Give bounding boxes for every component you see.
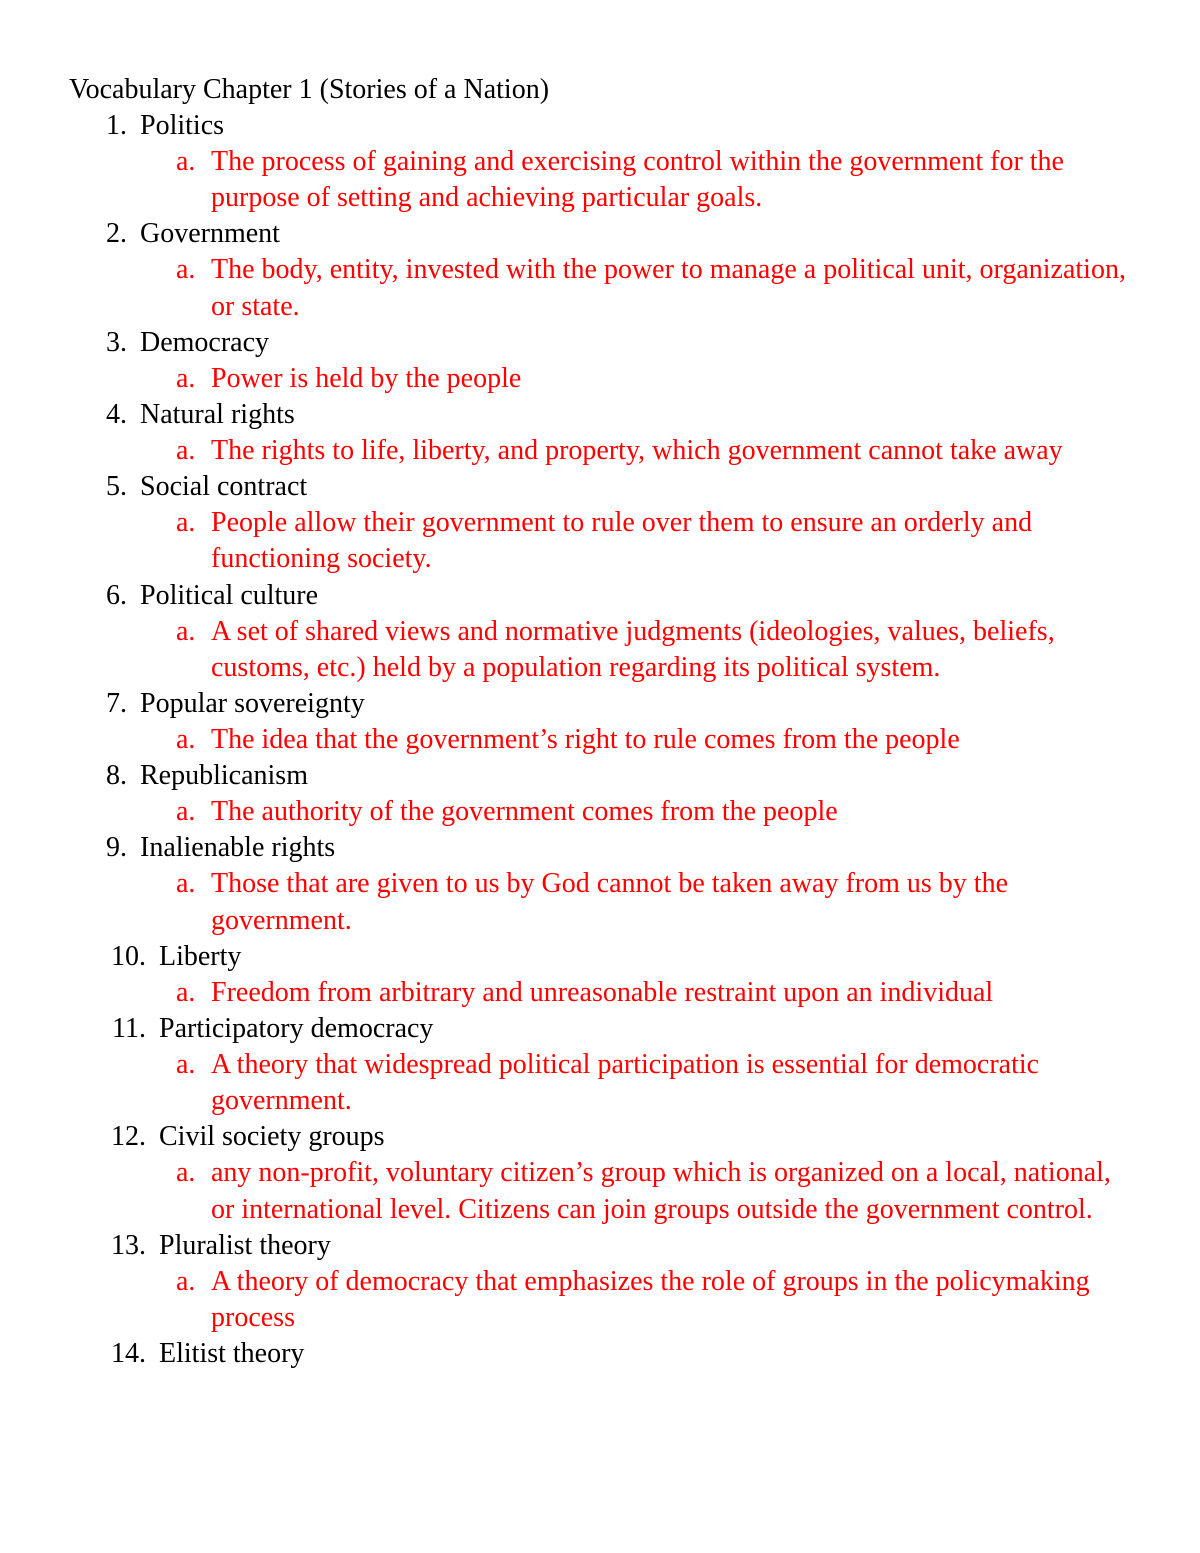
- term-number: 12.: [111, 1121, 146, 1153]
- definition-text: The authority of the government comes from the people: [211, 796, 838, 828]
- definition-marker: a.: [176, 615, 196, 647]
- definition-text: Power is held by the people: [211, 362, 522, 394]
- term-line: [0, 1119, 1200, 1155]
- term-label: Natural rights: [140, 399, 295, 431]
- term-number: 5.: [106, 471, 127, 503]
- definition-text: A theory of democracy that emphasizes the role of groups in the policymaking process: [211, 1265, 1090, 1334]
- vocabulary-item: [0, 1119, 1200, 1227]
- definition-marker: a.: [176, 435, 196, 467]
- definition-marker: a.: [176, 976, 196, 1008]
- term-label: Elitist theory: [159, 1338, 305, 1370]
- term-label: Social contract: [140, 471, 308, 503]
- definition-text: The idea that the government’s right to rule comes from the people: [211, 724, 960, 756]
- definition-text: A theory that widespread political participation is essential for democratic government.: [211, 1049, 1040, 1117]
- term-label: Liberty: [159, 940, 242, 972]
- term-definition: [0, 975, 1200, 1011]
- definition-marker: a.: [176, 507, 196, 539]
- term-definition: [0, 361, 1200, 397]
- term-number: 4.: [106, 399, 127, 431]
- term-label: Civil society groups: [159, 1121, 385, 1153]
- term-label: Government: [140, 218, 280, 250]
- term-definition: [0, 433, 1200, 469]
- term-label: Popular sovereignty: [140, 688, 365, 720]
- term-line: [0, 939, 1200, 975]
- term-line: [0, 469, 1200, 505]
- vocabulary-item: [0, 108, 1200, 216]
- term-number: 9.: [106, 832, 127, 864]
- term-number: 13.: [111, 1229, 146, 1261]
- term-line: [0, 1011, 1200, 1047]
- term-definition: [0, 1047, 1200, 1119]
- definition-marker: a.: [176, 1049, 196, 1081]
- vocabulary-item: [0, 830, 1200, 938]
- document-title: Vocabulary Chapter 1 (Stories of a Nation): [69, 74, 550, 105]
- term-number: 10.: [111, 940, 146, 972]
- term-line: [0, 108, 1200, 144]
- term-number: 7.: [106, 688, 127, 720]
- term-label: Democracy: [140, 326, 270, 358]
- term-label: Inalienable rights: [140, 832, 336, 864]
- term-number: 14.: [111, 1338, 146, 1370]
- term-number: 3.: [106, 326, 127, 358]
- term-label: Political culture: [140, 579, 319, 611]
- term-number: 11.: [112, 1013, 146, 1045]
- vocabulary-item: [0, 469, 1200, 577]
- term-definition: [0, 252, 1200, 324]
- definition-text: Freedom from arbitrary and unreasonable restraint upon an individual: [211, 976, 994, 1008]
- term-line: [0, 397, 1200, 433]
- definition-text: People allow their government to rule over them to ensure an orderly and functioning society.: [211, 507, 1033, 575]
- term-line: [0, 1336, 1200, 1372]
- term-label: Pluralist theory: [159, 1229, 331, 1261]
- term-line: [0, 758, 1200, 794]
- vocabulary-item: [0, 686, 1200, 758]
- term-definition: [0, 614, 1200, 686]
- definition-text: A set of shared views and normative judgments (ideologies, values, beliefs, customs, etc.) held by a population regarding its political system.: [211, 615, 1055, 683]
- term-definition: [0, 1155, 1200, 1227]
- term-label: Participatory democracy: [159, 1013, 434, 1045]
- definition-marker: a.: [176, 362, 196, 394]
- term-number: 2.: [106, 218, 127, 250]
- definition-text: any non-profit, voluntary citizen’s group which is organized on a local, national, or international level. Citizens can join groups outside the government control.: [211, 1157, 1111, 1225]
- term-line: [0, 830, 1200, 866]
- term-definition: [0, 722, 1200, 758]
- vocabulary-item: [0, 1336, 1200, 1372]
- term-number: 6.: [106, 579, 127, 611]
- definition-marker: a.: [176, 724, 196, 756]
- definition-marker: a.: [176, 796, 196, 828]
- vocabulary-item: [0, 397, 1200, 469]
- term-definition: [0, 505, 1200, 577]
- term-definition: [0, 866, 1200, 938]
- vocabulary-item: [0, 758, 1200, 830]
- term-label: Republicanism: [140, 760, 308, 792]
- term-line: [0, 325, 1200, 361]
- term-line: [0, 686, 1200, 722]
- definition-marker: a.: [176, 1157, 196, 1189]
- vocabulary-item: [0, 216, 1200, 324]
- vocabulary-item: [0, 1228, 1200, 1336]
- vocabulary-list: [0, 108, 1200, 1372]
- term-line: [0, 1228, 1200, 1264]
- term-line: [0, 216, 1200, 252]
- vocabulary-item: [0, 325, 1200, 397]
- term-number: 1.: [106, 110, 127, 141]
- definition-text: The process of gaining and exercising control within the government for the purpose of setting and achieving particular goals.: [211, 146, 1064, 214]
- term-number: 8.: [106, 760, 127, 792]
- term-definition: [0, 1264, 1200, 1336]
- definition-text: The rights to life, liberty, and property, which government cannot take away: [211, 435, 1063, 467]
- definition-marker: a.: [176, 254, 196, 286]
- definition-marker: a.: [176, 146, 196, 177]
- vocabulary-item: [0, 939, 1200, 1011]
- definition-text: Those that are given to us by God cannot be taken away from us by the government.: [211, 868, 1009, 936]
- vocabulary-item: [0, 1011, 1200, 1119]
- term-definition: [0, 144, 1200, 216]
- definition-marker: a.: [176, 868, 196, 900]
- definition-text: The body, entity, invested with the power to manage a political unit, organization, or state.: [211, 254, 1126, 322]
- vocabulary-item: [0, 578, 1200, 686]
- term-definition: [0, 794, 1200, 830]
- term-label: Politics: [140, 110, 225, 141]
- definition-marker: a.: [176, 1265, 196, 1297]
- term-line: [0, 578, 1200, 614]
